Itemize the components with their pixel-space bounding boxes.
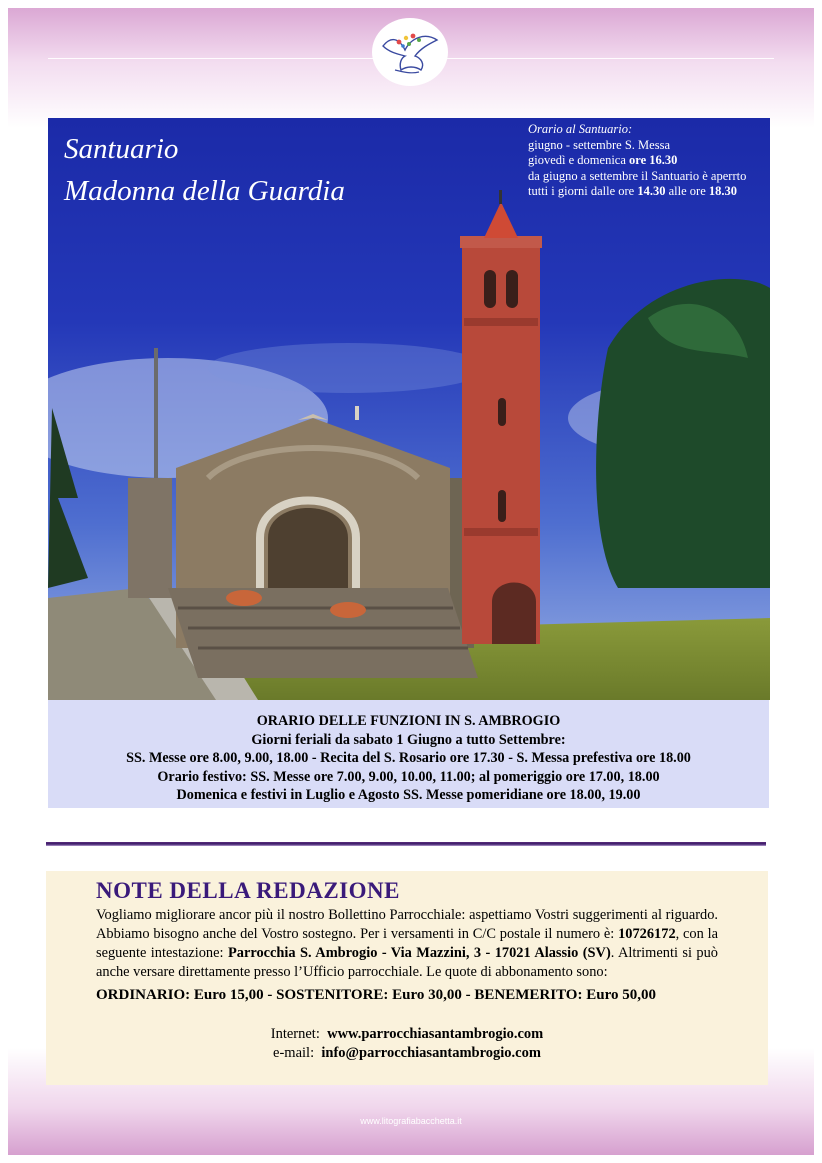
note-text-3: . Altrimenti si può anche versare direttamente presso l’Ufficio parrocchiale. Le quote di abbonamento sono: [96, 945, 718, 980]
hours-line-2 [528, 153, 768, 169]
dove-with-flowers-icon [375, 24, 445, 80]
hours-line-1: giugno - settembre S. Messa [528, 137, 670, 152]
note-body [96, 906, 718, 982]
contacts [96, 1025, 718, 1063]
note-text-1: Vogliamo migliorare ancor più il nostro Bollettino Parrocchiale: aspettiamo Vostri suggerimenti al riguardo. Abbiamo bisogno anche del Vostro sostegno. Per i versamenti in C/C postale il numero è: [96, 907, 718, 942]
postal-account-number: 10726172 [618, 926, 676, 942]
title-line-1: Santuario [64, 133, 179, 165]
schedule-weekdays-heading: Giorni feriali da sabato 1 Giugno a tutto Settembre: [251, 731, 566, 748]
hours-line-3: da giugno a settembre il Santuario è aperrto [528, 168, 747, 183]
email-row [96, 1044, 718, 1063]
mass-schedule-box [48, 700, 769, 808]
editorial-note-box [46, 871, 768, 1085]
hours-open-time: 14.30 [637, 184, 666, 198]
logo [372, 18, 448, 86]
schedule-holidays: Orario festivo: SS. Messe ore 7.00, 9.00, 10.00, 11.00; al pomeriggio ore 17.00, 18.00 [157, 768, 660, 785]
hours-line-4-mid: alle ore [665, 184, 709, 198]
website-link[interactable]: www.parrocchiasantambrogio.com [327, 1026, 544, 1042]
email-link[interactable]: info@parrocchiasantambrogio.com [321, 1045, 541, 1061]
note-title: NOTE DELLA REDAZIONE [96, 878, 400, 903]
hours-line-2-time: ore 16.30 [629, 153, 678, 167]
internet-row [96, 1025, 718, 1044]
hours-line-2-text: giovedì e domenica [528, 153, 630, 167]
hours-close-time: 18.30 [708, 184, 737, 198]
note-text-2: , con la seguente intestazione: [96, 926, 718, 961]
hours-line-4-text: tutti i giorni dalle ore [528, 184, 638, 198]
hours-heading: Orario al Santuario: [528, 122, 633, 136]
title-line-2: Madonna della Guardia [64, 175, 345, 207]
schedule-weekdays: SS. Messe ore 8.00, 9.00, 18.00 - Recita del S. Rosario ore 17.30 - S. Messa prefestiva ore 18.00 [126, 750, 691, 766]
subscription-rates: ORDINARIO: Euro 15,00 - SOSTENITORE: Euro 30,00 - BENEMERITO: Euro 50,00 [96, 987, 656, 1003]
sanctuary-hours [528, 122, 768, 200]
photo-title [64, 128, 345, 212]
schedule-title: ORARIO DELLE FUNZIONI IN S. AMBROGIO [256, 713, 561, 729]
email-label: e-mail: [273, 1045, 315, 1061]
internet-label: Internet: [270, 1026, 320, 1042]
hours-line-4 [528, 184, 768, 200]
account-holder: Parrocchia S. Ambrogio - Via Mazzini, 3 - 17021 Alassio (SV) [227, 945, 611, 961]
section-divider [46, 842, 766, 846]
schedule-summer: Domenica e festivi in Luglio e Agosto SS. Messe pomeridiane ore 18.00, 19.00 [176, 787, 641, 803]
printer-url: www.litografiabacchetta.it [360, 1116, 462, 1126]
